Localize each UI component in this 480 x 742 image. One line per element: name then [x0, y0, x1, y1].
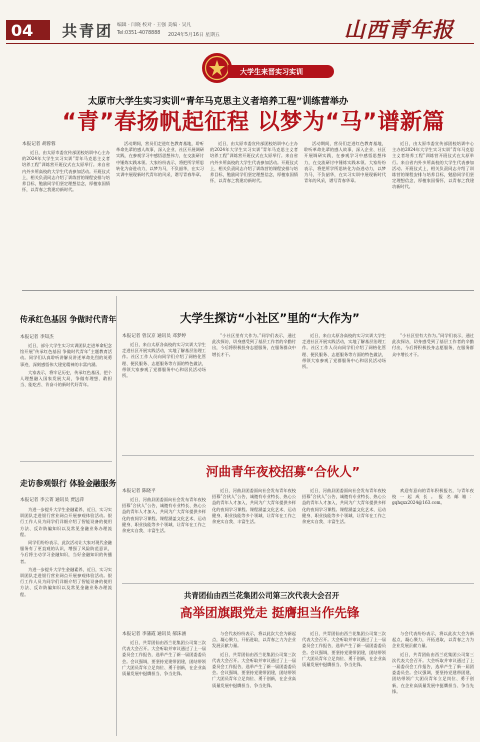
fourth-story-paragraph: 与会代表纷纷表示，将以此次大会为新起点，凝心聚力，开拓进取，以青春之力为企业发展贡献力量。: [392, 631, 474, 649]
lead-paragraph: 近日，由太原市委宣传部团校培训中心主办的2024年大学生实习实训“青年马克思主义者培养工程”训练营开班仪式在太原举行。来自省内外多所高校的大学生代表参加活动。开班仪式上，相关负责同志介绍了训练营的课程安排与培养目标，勉励同学们坚定理想信念，厚植家国情怀，以青春之我建功新时代。: [22, 150, 110, 193]
fourth-story-col-4: [392, 631, 474, 738]
fourth-story-paragraph: 与会代表纷纷表示，将以此次大会为新起点，凝心聚力，开拓进取，以青春之力为企业发展贡献力量。: [212, 631, 296, 649]
fourth-story-kicker: 共青团仙由西兰花集团公司第三次代表大会召开: [184, 591, 340, 600]
third-story-bottom-rule: [122, 583, 474, 584]
third-story-col-3: [302, 488, 386, 579]
left-story-2-byline: 本报记者 李云菁 通讯员 贾远萍: [20, 498, 85, 503]
lead-byline: 本报记者 胡蓉蓉: [22, 142, 56, 147]
masthead-rule: [6, 43, 474, 44]
lead-bottom-rule: [22, 290, 474, 291]
fourth-story-paragraph: 近日，共青团仙由西兰花集团公司第三次代表大会召开。大会听取并审议通过了上一届委员会工作报告，选举产生了新一届团委委员会。会议强调，要坚持党建带团建，团结带领广大团员青年立足岗位、勇于创新，在企业高质量发展中挺膺担当、争当先锋。: [392, 651, 474, 694]
fourth-story-paragraph: 近日，共青团仙由西兰花集团公司第三次代表大会召开。大会听取并审议通过了上一届委员会工作报告，选举产生了新一届团委委员会。会议强调，要坚持党建带团建，团结带领广大团员青年立足岗位、勇于创新，在企业高质量发展中挺膺担当、争当先锋。: [122, 640, 206, 677]
lead-paragraph: 活动期间，营员们走进红色教育基地，聆听革命先辈的感人故事，深入企业、社区开展调研实践，在参观学习中感悟思想伟力，在交流研讨中锤炼实践本领。大家纷纷表示，将把所学所思转化为奋进动力，以梦为马，不负韶华，在实习实训中展现新时代青年的风采，谱写青春华章。: [116, 141, 204, 178]
left-story-2-headline: 走访参观银行 体验金融服务: [20, 479, 117, 488]
second-story-paragraph: 近日，来自太原各高校的实习实训大学生走进社区开展实践活动，实地了解基层治理工作。社区工作人员向同学们介绍了网格化管理、便民服务、志愿服务等方面的特色做法，带领大家参观了党群服务中心和居民活动场所。: [302, 333, 386, 370]
lead-column-1: [22, 150, 110, 288]
fourth-story-paragraph: 近日，共青团仙由西兰花集团公司第三次代表大会召开。大会听取并审议通过了上一届委员会工作报告，选举产生了新一届团委委员会。会议强调，要坚持党建带团建，团结带领广大团员青年立足岗位、勇于创新，在企业高质量发展中挺膺担当、争当先锋。: [212, 651, 296, 688]
left-story-1-paragraph: 大家表示，将牢记历史，传承红色基因，把个人理想融入国家发展大局，争做有理想、敢担当、能吃苦、肯奋斗的新时代好青年。: [20, 369, 112, 388]
second-story-col-4: [392, 333, 474, 452]
fourth-story-byline: 本报记者 李蒲霞 通讯员 郝沫涵: [122, 632, 187, 637]
page-number-badge: [6, 20, 50, 40]
left-story-2-paragraph: 同学们纷纷表示，此次活动让大家对现代金融服务有了更直观的认识，增强了风险防范意识，今后将主动学习金融知识，当好金融知识的传播者。: [20, 540, 112, 564]
lead-paragraph: 近日，由太原市委宣传部团校培训中心主办的2024年大学生实习实训“青年马克思主义者培养工程”训练营开班仪式在太原举行。来自省内外多所高校的大学生代表参加活动。开班仪式上，相关负责同志介绍了训练营的课程安排与培养目标，勉励同学们坚定理想信念，厚植家国情怀，以青春之我建功新时代。: [392, 141, 474, 190]
left-story-2-body: [20, 507, 112, 737]
third-story-paragraph: 欢迎有意向的青年积极报名，与青年夜校一起成长。报名邮箱：gqhqxx2024@163.com。: [392, 488, 474, 506]
fourth-story-headline: 高举团旗跟党走 挺膺担当作先锋: [180, 605, 360, 620]
lead-headline: “青”春扬帆起征程 以梦为“马”谱新篇: [62, 110, 445, 135]
lead-column-4: [304, 141, 386, 288]
lead-kicker: 太原市大学生实习实训“青年马克思主义者培养工程”训练营举办: [88, 96, 349, 107]
fourth-story-col-2: [212, 631, 296, 738]
second-story-paragraph: “小社区里有大作为。”同学们表示，通过此次探访，切身感受到了基层工作者的辛勤付出，今后将积极投身志愿服务，在服务群众中增长才干。: [212, 333, 296, 357]
date-line: 2024年5月16日 星期五: [168, 33, 220, 38]
third-story-paragraph: 近日，河曲县团委面向社会发布青年夜校招募“合伙人”公告，诚邀有专业特长、热心公益的青年人才加入，共同为广大青年提供多样化的夜间学习课程。课程涵盖文化艺术、运动健身、职业技能等多个领域，让青年在工作之余充实自我、丰富生活。: [302, 488, 386, 525]
second-story-headline: 大学生探访“小社区”里的“大作为”: [180, 311, 360, 325]
masthead: [0, 0, 480, 44]
left-column-divider: [116, 296, 117, 736]
left-story-2-paragraph: 为进一步提升大学生金融素养，近日，实习实训团队走进银行营业网点开展参观体验活动。银行工作人员为同学们详细介绍了智能设备的使用方法、反诈防骗知识以及常见金融业务办理流程。: [20, 507, 112, 537]
lead-column-3: [210, 141, 298, 288]
second-story-paragraph: 近日，来自太原各高校的实习实训大学生走进社区开展实践活动，实地了解基层治理工作。社区工作人员向同学们介绍了网格化管理、便民服务、志愿服务等方面的特色做法，带领大家参观了党群服务中心和居民活动场所。: [122, 342, 206, 379]
phone-line: Tel:0351-4078888: [117, 31, 161, 36]
third-story-col-2: [212, 488, 296, 579]
lead-paragraph: 近日，由太原市委宣传部团校培训中心主办的2024年大学生实习实训“青年马克思主义者培养工程”训练营开班仪式在太原举行。来自省内外多所高校的大学生代表参加活动。开班仪式上，相关负责同志介绍了训练营的课程安排与培养目标，勉励同学们坚定理想信念，厚植家国情怀，以青春之我建功新时代。: [210, 141, 298, 184]
second-story-bottom-rule: [122, 455, 474, 456]
banner: [200, 49, 380, 91]
fourth-story-col-3: [302, 631, 386, 738]
section-name: 共青团: [62, 22, 114, 40]
lead-column-5: [392, 141, 474, 288]
fourth-story-col-1: [122, 640, 206, 738]
third-story-byline: 本报记者 陈晓平: [122, 489, 156, 494]
third-story-headline: 河曲青年夜校招募“合伙人”: [206, 464, 360, 479]
second-story-byline: 本报记者 曾汉京 通讯员 邓梦婷: [122, 334, 187, 339]
left-story-1-paragraph: 近日，部分大学生实习实训团队走进革命纪念馆开展“传承红色基因 争做时代青年”主题教育活动。同学们认真聆听讲解员讲述革命先烈的英勇事迹，深刻感悟伟大建党精神的丰富内涵。: [20, 343, 112, 367]
paper-name-logo: 山西青年报: [344, 17, 454, 42]
left-story-1-body: [20, 343, 112, 455]
second-story-col-3: [302, 333, 386, 452]
third-story-col-4: [392, 488, 474, 579]
left-story-1-byline: 本报记者 李知杰: [20, 335, 54, 340]
third-story-paragraph: 近日，河曲县团委面向社会发布青年夜校招募“合伙人”公告，诚邀有专业特长、热心公益的青年人才加入，共同为广大青年提供多样化的夜间学习课程。课程涵盖文化艺术、运动健身、职业技能等多个领域，让青年在工作之余充实自我、丰富生活。: [122, 497, 206, 534]
lead-paragraph: 活动期间，营员们走进红色教育基地，聆听革命先辈的感人故事，深入企业、社区开展调研实践，在参观学习中感悟思想伟力，在交流研讨中锤炼实践本领。大家纷纷表示，将把所学所思转化为奋进动力，以梦为马，不负韶华，在实习实训中展现新时代青年的风采，谱写青春华章。: [304, 141, 386, 184]
left-story-1-headline: 传承红色基因 争做时代青年: [20, 315, 117, 324]
third-story-paragraph: 近日，河曲县团委面向社会发布青年夜校招募“合伙人”公告，诚邀有专业特长、热心公益的青年人才加入，共同为广大青年提供多样化的夜间学习课程。课程涵盖文化艺术、运动健身、职业技能等多个领域，让青年在工作之余充实自我、丰富生活。: [212, 488, 296, 525]
second-story-col-2: [212, 333, 296, 452]
page-number: 04: [11, 21, 34, 40]
banner-label: 大学生来晋实习实训: [240, 68, 303, 76]
editor-line: 编辑 · 闫晓 校对 · 王强 美编 · 吴凡: [117, 23, 192, 28]
second-story-paragraph: “小社区里有大作为。”同学们表示，通过此次探访，切身感受到了基层工作者的辛勤付出，今后将积极投身志愿服务，在服务群众中增长才干。: [392, 333, 474, 357]
left-story-divider: [20, 461, 112, 462]
left-story-2-paragraph: 为进一步提升大学生金融素养，近日，实习实训团队走进银行营业网点开展参观体验活动。银行工作人员为同学们详细介绍了智能设备的使用方法、反诈防骗知识以及常见金融业务办理流程。: [20, 566, 112, 597]
lead-column-2: [116, 141, 204, 288]
second-story-col-1: [122, 342, 206, 452]
fourth-story-paragraph: 近日，共青团仙由西兰花集团公司第三次代表大会召开。大会听取并审议通过了上一届委员会工作报告，选举产生了新一届团委委员会。会议强调，要坚持党建带团建，团结带领广大团员青年立足岗位、勇于创新，在企业高质量发展中挺膺担当、争当先锋。: [302, 631, 386, 668]
third-story-col-1: [122, 497, 206, 579]
